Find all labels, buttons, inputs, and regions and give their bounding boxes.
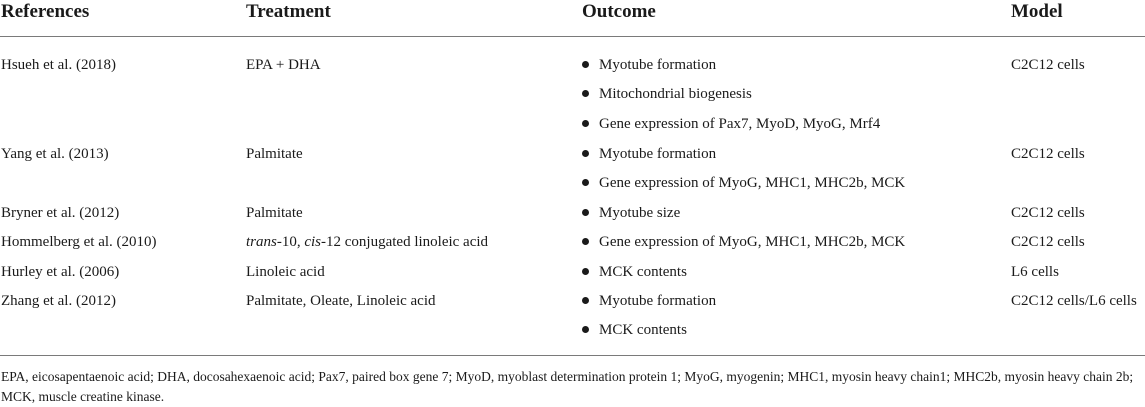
outcome-item: MCK contents (582, 263, 687, 281)
bullet-icon (582, 150, 589, 157)
bullet-icon (582, 209, 589, 216)
outcome-item: Myotube formation (582, 292, 716, 310)
bullet-icon (582, 179, 589, 186)
bullet-icon (582, 120, 589, 127)
outcome-item: Gene expression of MyoG, MHC1, MHC2b, MCK (582, 233, 905, 251)
cell-reference: Zhang et al. (2012) (1, 293, 116, 309)
cell-model: L6 cells (1011, 264, 1059, 280)
cell-model: C2C12 cells/L6 cells (1011, 293, 1137, 309)
cell-treatment: EPA + DHA (246, 57, 321, 73)
outcome-item: Myotube formation (582, 56, 716, 74)
cell-treatment: Palmitate, Oleate, Linoleic acid (246, 293, 436, 309)
bullet-icon (582, 90, 589, 97)
cell-reference: Bryner et al. (2012) (1, 205, 120, 221)
header-treatment: Treatment (246, 1, 331, 22)
bullet-icon (582, 61, 589, 68)
cell-treatment: Palmitate (246, 146, 303, 162)
outcome-item: Gene expression of Pax7, MyoD, MyoG, Mrf4 (582, 115, 880, 133)
header-outcome: Outcome (582, 1, 656, 22)
header-references: References (1, 1, 90, 22)
cell-treatment: Linoleic acid (246, 264, 325, 280)
cell-treatment: trans-10, cis-12 conjugated linoleic acid (246, 234, 489, 250)
cell-model: C2C12 cells (1011, 146, 1085, 162)
cell-model: C2C12 cells (1011, 57, 1085, 73)
cell-model: C2C12 cells (1011, 205, 1085, 221)
cell-reference: Yang et al. (2013) (1, 146, 109, 162)
cell-reference: Hsueh et al. (2018) (1, 57, 116, 73)
cell-model: C2C12 cells (1011, 234, 1085, 250)
bullet-icon (582, 238, 589, 245)
cell-treatment: Palmitate (246, 205, 303, 221)
outcome-item: Mitochondrial biogenesis (582, 85, 752, 103)
bullet-icon (582, 268, 589, 275)
bullet-icon (582, 297, 589, 304)
outcome-item: Myotube size (582, 204, 680, 222)
header-model: Model (1011, 1, 1063, 22)
cell-reference: Hurley et al. (2006) (1, 264, 120, 280)
table-footnote: EPA, eicosapentaenoic acid; DHA, docosahexaenoic acid; Pax7, paired box gene 7; MyoD, myoblast determination protein 1; MyoG, myogenin; MHC1, myosin heavy chain1; MHC2b, myosin heavy chain 2b; MCK, muscle creatine kinase. (1, 369, 1134, 404)
bullet-icon (582, 326, 589, 333)
table-header-row (0, 0, 1145, 37)
cell-reference: Hommelberg et al. (2010) (1, 234, 157, 250)
table-bottom-rule (0, 355, 1145, 356)
outcome-item: Myotube formation (582, 145, 716, 163)
outcome-item: Gene expression of MyoG, MHC1, MHC2b, MCK (582, 174, 905, 192)
outcome-item: MCK contents (582, 321, 687, 339)
